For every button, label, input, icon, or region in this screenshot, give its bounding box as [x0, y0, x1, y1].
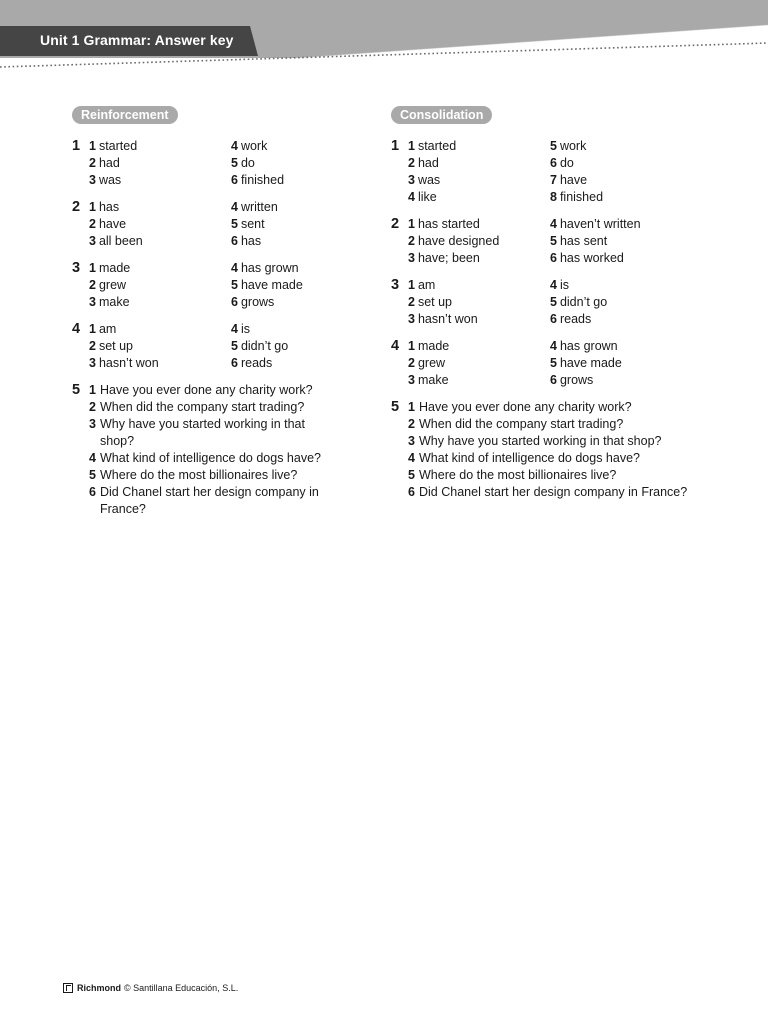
answer-item: [231, 199, 381, 216]
answer-text: all been: [98, 234, 143, 248]
answer-text: is: [559, 278, 569, 292]
answer-item: [408, 233, 550, 250]
answer-number: 8: [550, 190, 557, 204]
answer-number: 3: [89, 173, 96, 187]
exercise-2: [72, 199, 362, 250]
answer-text: am: [98, 322, 117, 336]
answer-text: has worked: [559, 251, 624, 265]
answer-item: [550, 250, 720, 267]
answer-item: [231, 216, 381, 233]
answer-text: finished: [559, 190, 604, 204]
answer-item: [550, 294, 720, 311]
footer-brand: Richmond: [77, 983, 121, 993]
exercise-1: [72, 138, 362, 189]
answer-number: 5: [231, 339, 238, 353]
answer-text: have: [98, 217, 127, 231]
answer-number: 5: [550, 234, 557, 248]
reinforcement-column: [72, 106, 362, 528]
answer-text: have made: [559, 356, 622, 370]
answer-number: 1: [89, 383, 96, 397]
answer-text: have; been: [417, 251, 480, 265]
answer-number: 6: [231, 234, 238, 248]
answer-text: was: [98, 173, 122, 187]
answer-item: [408, 433, 721, 450]
answer-grid: [408, 338, 721, 389]
answer-grid: [89, 260, 362, 311]
answer-number: 6: [89, 485, 96, 499]
answer-number: 2: [408, 234, 415, 248]
answer-number: 5: [550, 295, 557, 309]
answer-item: [89, 484, 362, 518]
answer-number: 5: [550, 356, 557, 370]
exercise-5: [391, 399, 721, 501]
answer-text: has: [98, 200, 120, 214]
section-label-reinforcement: Reinforcement: [72, 106, 178, 124]
answer-number: 1: [408, 339, 415, 353]
answer-item: [550, 277, 720, 294]
answer-grid: [89, 199, 362, 250]
answer-number: 1: [89, 261, 96, 275]
answer-text: have: [559, 173, 588, 187]
answer-item: [231, 172, 381, 189]
answer-list: [408, 399, 721, 501]
answer-text: Why have you started working in that shop?: [419, 434, 662, 448]
answer-text: written: [240, 200, 278, 214]
answer-item: [408, 216, 550, 233]
answer-item: [408, 138, 550, 155]
exercise-2: [391, 216, 721, 267]
answer-text: Where do the most billionaires live?: [100, 468, 298, 482]
footer-copyright: © Santillana Educación, S.L.: [124, 983, 239, 993]
answer-number: 1: [89, 322, 96, 336]
exercise-number: 3: [391, 277, 400, 293]
answer-number: 6: [550, 156, 557, 170]
answer-item: [408, 294, 550, 311]
answer-item: [89, 277, 231, 294]
answer-number: 2: [89, 339, 96, 353]
exercise-number: 1: [391, 138, 400, 154]
answer-text: make: [98, 295, 130, 309]
answer-number: 5: [89, 468, 96, 482]
answer-item: [408, 172, 550, 189]
answer-item: [408, 372, 550, 389]
answer-number: 6: [231, 173, 238, 187]
answer-number: 3: [408, 173, 415, 187]
answer-text: has grown: [240, 261, 299, 275]
answer-text: have designed: [417, 234, 500, 248]
answer-list: [89, 382, 362, 518]
answer-number: 6: [408, 485, 415, 499]
answer-number: 5: [231, 278, 238, 292]
richmond-logo-icon: [63, 983, 73, 993]
answer-number: 3: [89, 234, 96, 248]
answer-number: 2: [89, 156, 96, 170]
exercise-number: 3: [72, 260, 81, 276]
answer-number: 3: [89, 417, 96, 431]
answer-number: 2: [89, 278, 96, 292]
page-title: Unit 1 Grammar: Answer key: [40, 32, 234, 48]
exercise-number: 4: [391, 338, 400, 354]
answer-text: When did the company start trading?: [100, 400, 305, 414]
answer-text: make: [417, 373, 449, 387]
answer-item: [408, 416, 721, 433]
answer-item: [231, 338, 381, 355]
answer-item: [89, 355, 231, 372]
answer-text: Did Chanel start her design company in France?: [419, 485, 688, 499]
answer-text: When did the company start trading?: [419, 417, 624, 431]
answer-text: What kind of intelligence do dogs have?: [100, 451, 321, 465]
answer-number: 2: [89, 400, 96, 414]
answer-number: 4: [550, 339, 557, 353]
exercise-number: 5: [391, 399, 400, 415]
exercise-number: 1: [72, 138, 81, 154]
answer-number: 3: [408, 434, 415, 448]
answer-number: 1: [408, 217, 415, 231]
answer-item: [550, 155, 720, 172]
answer-text: grows: [240, 295, 275, 309]
answer-text: had: [98, 156, 120, 170]
answer-item: [408, 467, 721, 484]
answer-text: is: [240, 322, 250, 336]
answer-number: 5: [408, 468, 415, 482]
answer-text: Did Chanel start her design company in France?: [100, 485, 319, 516]
answer-item: [550, 338, 720, 355]
answer-number: 5: [231, 217, 238, 231]
answer-text: grew: [98, 278, 127, 292]
answer-number: 6: [550, 251, 557, 265]
answer-number: 2: [89, 217, 96, 231]
answer-item: [89, 338, 231, 355]
answer-item: [89, 172, 231, 189]
answer-item: [408, 399, 721, 416]
answer-text: started: [417, 139, 457, 153]
answer-text: made: [417, 339, 450, 353]
answer-number: 4: [89, 451, 96, 465]
exercise-number: 4: [72, 321, 81, 337]
answer-text: was: [417, 173, 441, 187]
answer-number: 1: [408, 278, 415, 292]
answer-text: finished: [240, 173, 285, 187]
exercise-4: [391, 338, 721, 389]
answer-item: [550, 216, 720, 233]
answer-item: [550, 372, 720, 389]
answer-text: am: [417, 278, 436, 292]
section-label-consolidation: Consolidation: [391, 106, 492, 124]
answer-grid: [408, 138, 721, 206]
answer-item: [231, 233, 381, 250]
exercise-number: 2: [391, 216, 400, 232]
answer-number: 7: [550, 173, 557, 187]
answer-item: [89, 416, 362, 450]
answer-number: 2: [408, 417, 415, 431]
answer-grid: [89, 321, 362, 372]
answer-number: 5: [550, 139, 557, 153]
answer-item: [89, 321, 231, 338]
answer-number: 3: [89, 356, 96, 370]
answer-text: work: [240, 139, 268, 153]
answer-number: 6: [231, 295, 238, 309]
answer-text: had: [417, 156, 439, 170]
answer-item: [550, 189, 720, 206]
answer-number: 2: [408, 356, 415, 370]
answer-item: [408, 250, 550, 267]
answer-item: [231, 260, 381, 277]
answer-item: [89, 155, 231, 172]
answer-item: [550, 311, 720, 328]
exercise-3: [72, 260, 362, 311]
answer-item: [408, 155, 550, 172]
answer-item: [89, 382, 362, 399]
answer-text: grows: [559, 373, 594, 387]
answer-text: work: [559, 139, 587, 153]
answer-number: 4: [408, 190, 415, 204]
answer-text: set up: [98, 339, 134, 353]
answer-text: reads: [240, 356, 273, 370]
dotted-divider: [0, 40, 768, 70]
answer-item: [408, 277, 550, 294]
consolidation-column: [391, 106, 721, 511]
answer-text: set up: [417, 295, 453, 309]
answer-text: didn’t go: [559, 295, 608, 309]
answer-item: [550, 172, 720, 189]
answer-item: [408, 450, 721, 467]
answer-text: didn’t go: [240, 339, 289, 353]
answer-item: [89, 260, 231, 277]
answer-item: [89, 199, 231, 216]
answer-item: [550, 355, 720, 372]
answer-text: has: [240, 234, 262, 248]
answer-text: made: [98, 261, 131, 275]
answer-grid: [89, 138, 362, 189]
answer-text: hasn’t won: [98, 356, 159, 370]
answer-number: 2: [408, 156, 415, 170]
answer-number: 4: [550, 278, 557, 292]
answer-grid: [408, 277, 721, 328]
answer-item: [408, 311, 550, 328]
footer: [63, 983, 238, 993]
answer-text: started: [98, 139, 138, 153]
answer-text: Where do the most billionaires live?: [419, 468, 617, 482]
answer-number: 1: [89, 139, 96, 153]
answer-item: [231, 355, 381, 372]
answer-item: [408, 189, 550, 206]
answer-item: [89, 216, 231, 233]
exercise-number: 5: [72, 382, 81, 398]
answer-item: [408, 484, 721, 501]
answer-number: 6: [550, 373, 557, 387]
exercise-5: [72, 382, 362, 518]
answer-item: [89, 450, 362, 467]
answer-number: 4: [408, 451, 415, 465]
answer-number: 4: [231, 200, 238, 214]
answer-number: 3: [89, 295, 96, 309]
answer-item: [89, 294, 231, 311]
answer-number: 6: [550, 312, 557, 326]
answer-number: 3: [408, 251, 415, 265]
answer-number: 4: [231, 139, 238, 153]
answer-item: [231, 277, 381, 294]
answer-item: [231, 155, 381, 172]
exercise-3: [391, 277, 721, 328]
answer-number: 1: [89, 200, 96, 214]
answer-text: do: [559, 156, 574, 170]
answer-item: [550, 233, 720, 250]
answer-number: 5: [231, 156, 238, 170]
answer-grid: [408, 216, 721, 267]
answer-text: What kind of intelligence do dogs have?: [419, 451, 640, 465]
answer-text: haven’t written: [559, 217, 641, 231]
answer-text: Why have you started working in that shop?: [100, 417, 305, 448]
answer-item: [89, 138, 231, 155]
answer-item: [89, 399, 362, 416]
answer-item: [231, 138, 381, 155]
answer-text: have made: [240, 278, 303, 292]
answer-number: 3: [408, 312, 415, 326]
exercise-1: [391, 138, 721, 206]
answer-text: do: [240, 156, 255, 170]
answer-text: reads: [559, 312, 592, 326]
answer-number: 2: [408, 295, 415, 309]
answer-item: [408, 338, 550, 355]
answer-text: grew: [417, 356, 446, 370]
answer-number: 1: [408, 400, 415, 414]
answer-number: 4: [231, 322, 238, 336]
answer-number: 4: [231, 261, 238, 275]
answer-item: [89, 467, 362, 484]
answer-text: sent: [240, 217, 265, 231]
answer-text: Have you ever done any charity work?: [419, 400, 632, 414]
answer-item: [550, 138, 720, 155]
answer-number: 1: [408, 139, 415, 153]
answer-item: [231, 321, 381, 338]
answer-item: [408, 355, 550, 372]
answer-item: [231, 294, 381, 311]
answer-item: [89, 233, 231, 250]
answer-text: has grown: [559, 339, 618, 353]
answer-text: has started: [417, 217, 480, 231]
exercise-number: 2: [72, 199, 81, 215]
answer-text: has sent: [559, 234, 608, 248]
answer-text: hasn’t won: [417, 312, 478, 326]
answer-text: Have you ever done any charity work?: [100, 383, 313, 397]
answer-number: 6: [231, 356, 238, 370]
answer-number: 4: [550, 217, 557, 231]
exercise-4: [72, 321, 362, 372]
answer-text: like: [417, 190, 437, 204]
answer-number: 3: [408, 373, 415, 387]
